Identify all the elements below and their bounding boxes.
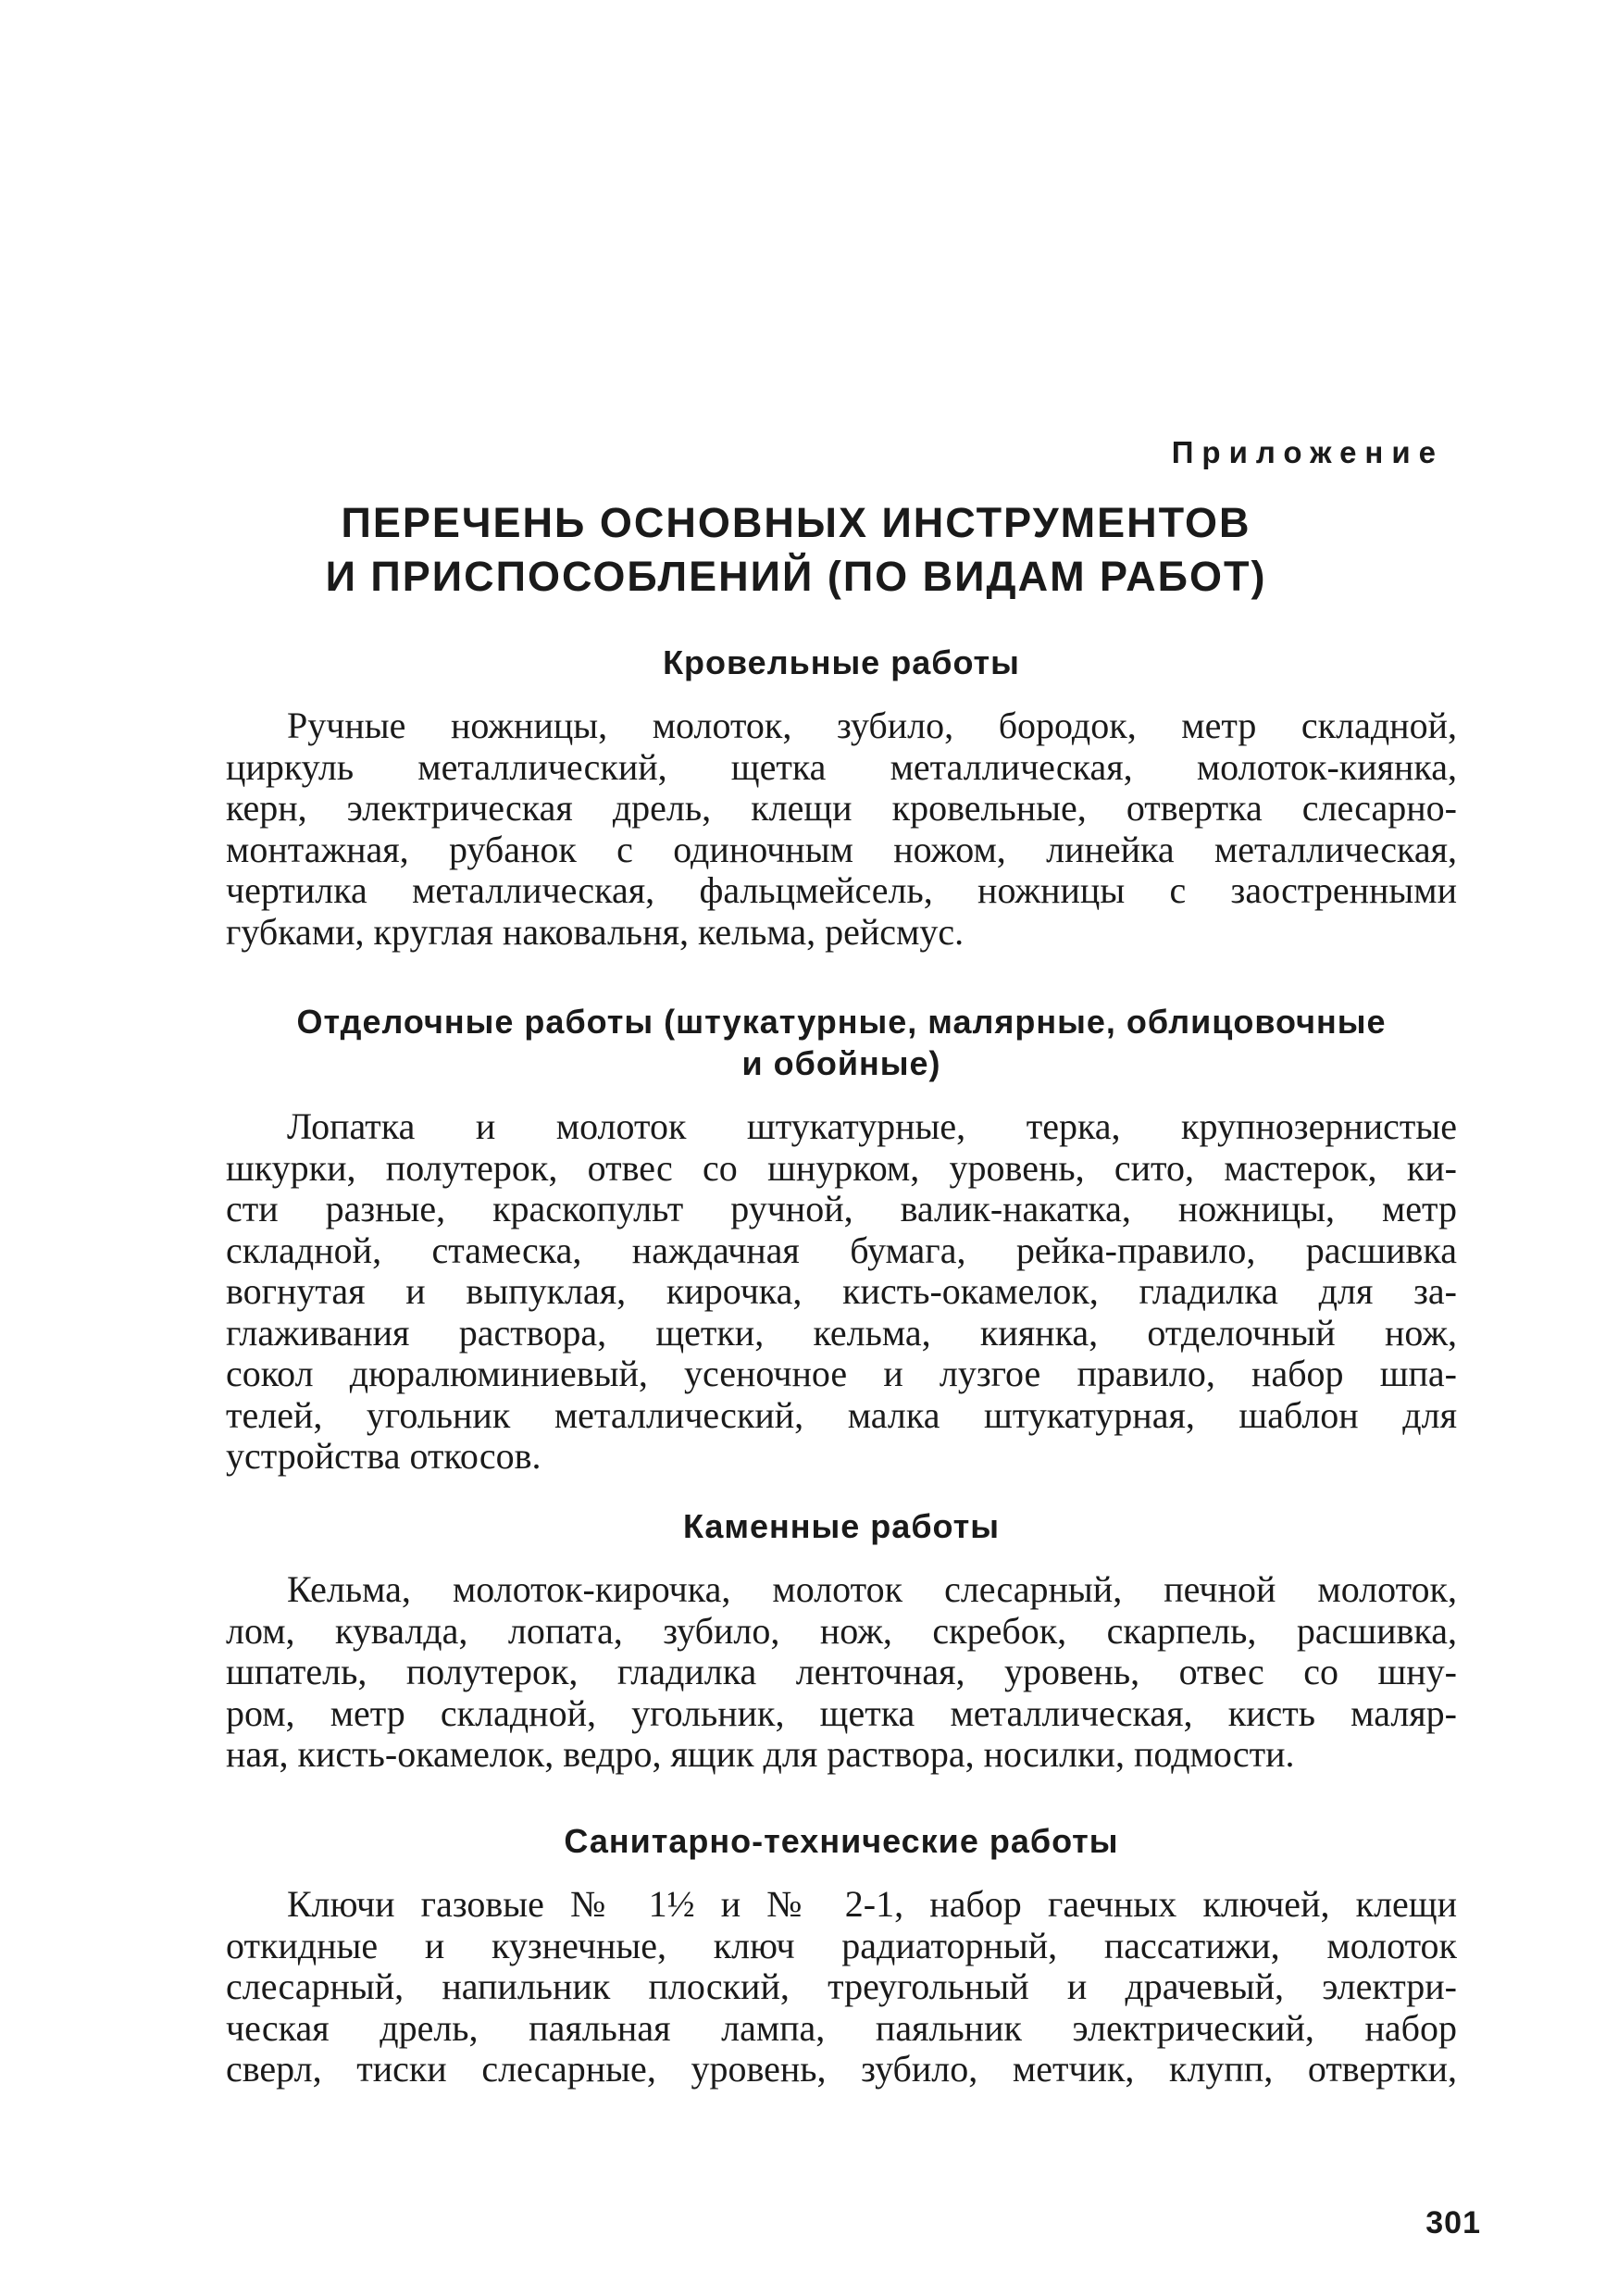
text-line: Лопатка и молоток штукатурные, терка, крупнозернистые — [287, 1106, 1457, 1147]
section-body — [226, 1106, 1457, 1478]
section-plumbing — [226, 1820, 1457, 2090]
section-body — [226, 1884, 1457, 2090]
text-line: циркуль металлический, щетка металлическая, молоток-киянка, — [226, 746, 1457, 788]
text-line: вогнутая и выпуклая, кирочка, кисть-окамелок, гладилка для за- — [226, 1271, 1457, 1312]
text-line: ная, кисть-окамелок, ведро, ящик для раствора, носилки, подмости. — [226, 1734, 1295, 1775]
text-line: складной, стамеска, наждачная бумага, рейка-правило, расшивка — [226, 1229, 1457, 1271]
text-line: сверл, тиски слесарные, уровень, зубило, метчик, клупп, отвертки, — [226, 2049, 1457, 2090]
text-line: Кельма, молоток-кирочка, молоток слесарный, печной молоток, — [287, 1569, 1457, 1610]
section-masonry — [226, 1505, 1457, 1776]
text-line: шкурки, полутерок, отвес со шнурком, уровень, сито, мастерок, ки- — [226, 1147, 1457, 1189]
text-line: откидные и кузнечные, ключ радиаторный, пассатижи, молоток — [226, 1925, 1457, 1966]
text-line: лом, кувалда, лопата, зубило, нож, скребок, скарпель, расшивка, — [226, 1610, 1457, 1652]
page-title-line-2: И ПРИСПОСОБЛЕНИЙ (ПО ВИДАМ РАБОТ) — [325, 553, 1267, 600]
text-line: телей, угольник металлический, малка штукатурная, шаблон для — [226, 1394, 1457, 1436]
text-line: сти разные, краскопульт ручной, валик-накатка, ножницы, метр — [226, 1189, 1457, 1229]
page-number: 301 — [1425, 2205, 1481, 2240]
section-body — [226, 1569, 1457, 1776]
section-heading-continued: и обойные) — [741, 1044, 941, 1082]
text-line: монтажная, рубанок с одиночным ножом, линейка металлическая, — [226, 829, 1457, 870]
section-body — [226, 705, 1457, 953]
section-heading: Каменные работы — [682, 1507, 1001, 1545]
text-line: Ручные ножницы, молоток, зубило, бородок, метр складной, — [287, 705, 1457, 746]
page-title — [278, 496, 1314, 604]
text-line: сокол дюралюминиевый, усеночное и лузгое правило, набор шпа- — [226, 1354, 1457, 1394]
page-title-line-1: ПЕРЕЧЕНЬ ОСНОВНЫХ ИНСТРУМЕНТОВ — [341, 499, 1251, 546]
text-line: чертилка металлическая, фальцмейсель, ножницы с заостренными — [226, 870, 1457, 911]
text-line: шпатель, полутерок, гладилка ленточная, уровень, отвес со шну- — [226, 1652, 1457, 1692]
section-finishing — [226, 1001, 1457, 1478]
text-line: керн, электрическая дрель, клещи кровельные, отвертка слесарно- — [226, 788, 1457, 829]
text-line: устройства откосов. — [226, 1436, 541, 1477]
text-line: ческая дрель, паяльная лампа, паяльник электрический, набор — [226, 2007, 1457, 2049]
text-line: ром, метр складной, угольник, щетка металлическая, кисть маляр- — [226, 1692, 1457, 1734]
text-line: губками, круглая наковальня, кельма, рейсмус. — [226, 911, 965, 953]
section-heading: Кровельные работы — [663, 643, 1020, 681]
text-line: слесарный, напильник плоский, треугольный и драчевый, электри- — [226, 1966, 1457, 2007]
section-heading: Отделочные работы (штукатурные, малярные, облицовочные — [296, 1003, 1387, 1041]
section-roofing — [226, 642, 1457, 953]
appendix-label: Приложение — [1171, 435, 1444, 469]
text-line: глаживания раствора, щетки, кельма, киянка, отделочный нож, — [226, 1312, 1457, 1354]
text-line: Ключи газовые № 1½ и № 2-1, набор гаечных ключей, клещи — [287, 1884, 1457, 1925]
section-heading: Санитарно-технические работы — [564, 1822, 1119, 1860]
